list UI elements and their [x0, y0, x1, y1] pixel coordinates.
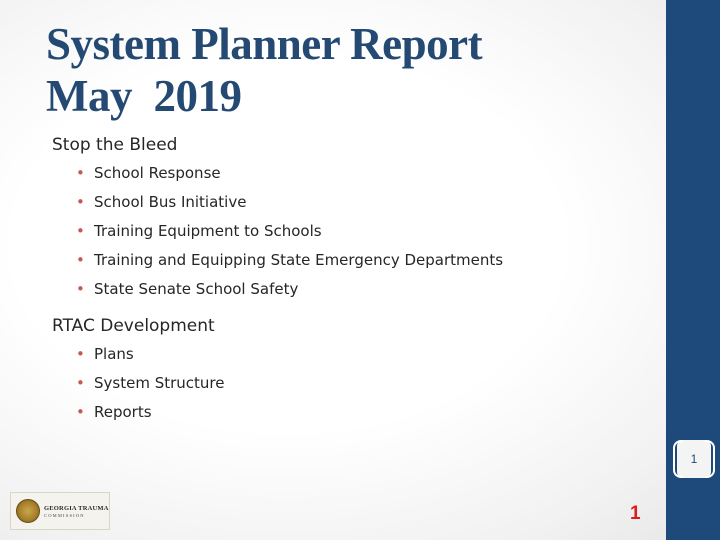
title-line-1: System Planner Report — [46, 19, 483, 69]
list-item — [52, 342, 652, 371]
title-line-2: May 2019 — [46, 71, 242, 121]
list-item — [52, 219, 652, 248]
bullet-dot-icon: • — [76, 251, 85, 269]
list-item-label: System Structure — [94, 374, 225, 392]
logo-line-1: GEORGIA TRAUMA — [44, 504, 109, 512]
bullet-dot-icon: • — [76, 374, 85, 392]
slide-content — [52, 133, 652, 429]
logo-line-2: COMMISSION — [44, 512, 85, 518]
list-item — [52, 277, 652, 306]
list-item — [52, 248, 652, 277]
bullet-dot-icon: • — [76, 193, 85, 211]
bullet-dot-icon: • — [76, 164, 85, 182]
list-item-label: School Response — [94, 164, 221, 182]
list-item — [52, 190, 652, 219]
bullet-dot-icon: • — [76, 403, 85, 421]
list-item-label: Plans — [94, 345, 134, 363]
page-badge-number: 1 — [690, 452, 698, 466]
list-item — [52, 161, 652, 190]
bullet-list-rtac-development — [52, 342, 652, 429]
bullet-dot-icon: • — [76, 280, 85, 298]
section-heading-stop-the-bleed: Stop the Bleed — [52, 135, 178, 155]
list-item-label: Reports — [94, 403, 152, 421]
list-item-label: Training and Equipping State Emergency Departments — [94, 251, 504, 269]
list-item-label: State Senate School Safety — [94, 280, 299, 298]
section-heading-rtac-development: RTAC Development — [52, 316, 215, 336]
bullet-dot-icon: • — [76, 345, 85, 363]
list-item — [52, 400, 652, 429]
bullet-dot-icon: • — [76, 222, 85, 240]
georgia-trauma-commission-logo — [10, 492, 110, 530]
list-item-label: School Bus Initiative — [94, 193, 247, 211]
logo-text — [44, 505, 109, 518]
slide-title — [46, 18, 646, 122]
bullet-list-stop-the-bleed — [52, 161, 652, 306]
georgia-seal-icon — [16, 499, 40, 523]
page-number-badge — [673, 440, 715, 478]
list-item-label: Training Equipment to Schools — [94, 222, 322, 240]
footer-slide-number: 1 — [630, 503, 641, 524]
list-item — [52, 371, 652, 400]
